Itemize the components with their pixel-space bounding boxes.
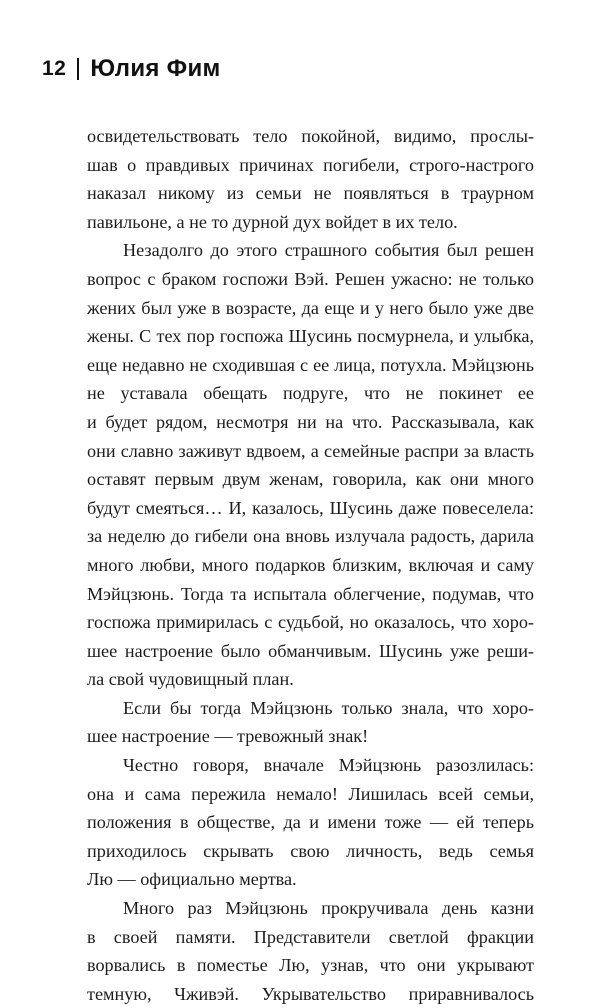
text-line: много любви, много подарков близким, включая и саму bbox=[87, 554, 534, 575]
paragraph bbox=[87, 751, 534, 894]
text-line: Мэйцзюнь. Тогда та испытала облегчение, подумав, что bbox=[87, 583, 534, 604]
text-line: в своей памяти. Представители светлой фракции bbox=[87, 926, 534, 947]
text-line: жены. С тех пор госпожа Шусинь посмурнела, и улыбка, bbox=[87, 326, 534, 347]
text-line: ла свой чудовищный план. bbox=[87, 669, 294, 690]
text-line: Незадолго до этого страшного события был решен bbox=[123, 240, 534, 261]
text-line: еще недавно не сходившая с ее лица, потухла. Мэйцзюнь bbox=[87, 354, 534, 375]
text-line: они славно заживут вдвоем, а семейные распри за власть bbox=[87, 440, 534, 461]
text-line: Честно говоря, вначале Мэйцзюнь разозлилась: bbox=[123, 755, 534, 776]
paragraph bbox=[87, 122, 534, 236]
text-line: шее настроение — тревожный знак! bbox=[87, 726, 369, 747]
paragraph bbox=[87, 236, 534, 694]
text-line: госпожа примирилась с судьбой, но оказалось, что хоро- bbox=[87, 612, 534, 633]
text-line: шав о правдивых причинах погибели, строго-настрого bbox=[87, 154, 534, 175]
text-line: наказал никому из семьи не появляться в траурном bbox=[87, 183, 534, 204]
text-line: будут смеяться… И, казалось, Шусинь даже повеселела: bbox=[87, 497, 534, 518]
page-number: 12 bbox=[42, 57, 67, 80]
text-line: жених был уже в возрасте, да еще и у него было уже две bbox=[87, 297, 534, 318]
running-head bbox=[42, 53, 221, 85]
header-divider bbox=[77, 58, 79, 80]
paragraph bbox=[87, 894, 534, 1008]
text-line: приходилось скрывать свою личность, ведь семья bbox=[87, 840, 534, 861]
text-line: темную, Чживэй. Укрывательство приравнивалось bbox=[87, 983, 534, 1004]
text-line: освидетельствовать тело покойной, видимо, прослы- bbox=[87, 126, 534, 146]
text-line: за неделю до гибели она вновь излучала радость, дарила bbox=[87, 526, 534, 547]
paragraph bbox=[87, 694, 534, 751]
body-text bbox=[87, 122, 534, 1008]
text-line: вопрос с браком госпожи Вэй. Решен ужасно: не только bbox=[87, 268, 534, 289]
text-line: оставят первым двум женам, говорила, как они много bbox=[87, 469, 534, 490]
text-line: ворвались в поместье Лю, узнав, что они укрывают bbox=[87, 955, 534, 976]
text-line: она и сама пережила немало! Лишилась всей семьи, bbox=[87, 783, 534, 804]
author-name: Юлия Фим bbox=[90, 55, 221, 82]
text-line: Лю — официально мертва. bbox=[87, 869, 297, 890]
text-line: и будет рядом, несмотря ни на что. Рассказывала, как bbox=[87, 411, 534, 432]
text-line: шее настроение было обманчивым. Шусинь уже реши- bbox=[87, 640, 534, 661]
text-line: Если бы тогда Мэйцзюнь только знала, что хоро- bbox=[123, 697, 534, 718]
text-line: Много раз Мэйцзюнь прокручивала день казни bbox=[123, 898, 534, 919]
text-line: положения в обществе, да и имени тоже — ей теперь bbox=[87, 812, 534, 833]
text-line: не уставала обещать подруге, что не покинет ее bbox=[87, 383, 534, 404]
text-line: павильоне, а не то дурной дух войдет в их тело. bbox=[87, 211, 458, 232]
